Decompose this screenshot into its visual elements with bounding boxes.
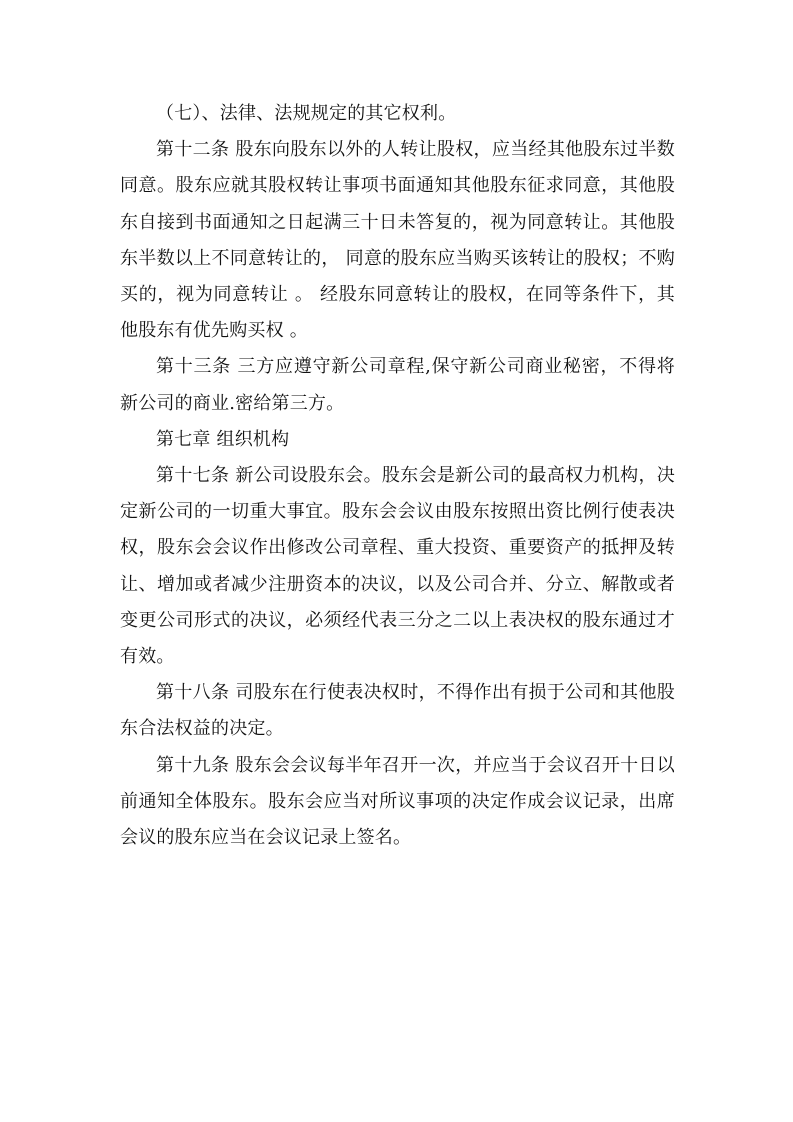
paragraph-right-seven: （七）、法律、法规规定的其它权利。 xyxy=(156,103,457,124)
chapter-7-heading: 第七章 组织机构 xyxy=(156,428,290,450)
paragraph-article-18: 第十八条 司股东在行使表决权时，不得作出有损于公司和其他股东合法权益的决定。 xyxy=(120,682,675,740)
paragraph-article-12: 第十二条 股东向股东以外的人转让股权，应当经其他股东过半数同意。股东应就其股权转让事项书面通知其他股东征求同意，其他股东自接到书面通知之日起满三十日未答复的，视为同意转让。其他股东半数以上不同意转让的， 同意的股东应当购买该转让的股权；不购买的，视为同意转让 。 经股东同意转让的股权，在同等条件下，其他股东有优先购买权 。 xyxy=(120,139,675,342)
paragraph-article-17: 第十七条 新公司设股东会。股东会是新公司的最高权力机构，决定新公司的一切重大事宜。股东会会议由股东按照出资比例行使表决权，股东会会议作出修改公司章程、重大投资、重要资产的抵押及转让、增加或者减少注册资本的决议，以及公司合并、分立、解散或者变更公司形式的决议，必须经代表三分之二以上表决权的股东通过才有效。 xyxy=(120,465,675,668)
paragraph-article-13: 第十三条 三方应遵守新公司章程,保守新公司商业秘密，不得将新公司的商业.密给第三方。 xyxy=(120,356,675,414)
paragraph-article-19: 第十九条 股东会会议每半年召开一次，并应当于会议召开十日以前通知全体股东。股东会应当对所议事项的决定作成会议记录，出席会议的股东应当在会议记录上签名。 xyxy=(120,754,675,849)
